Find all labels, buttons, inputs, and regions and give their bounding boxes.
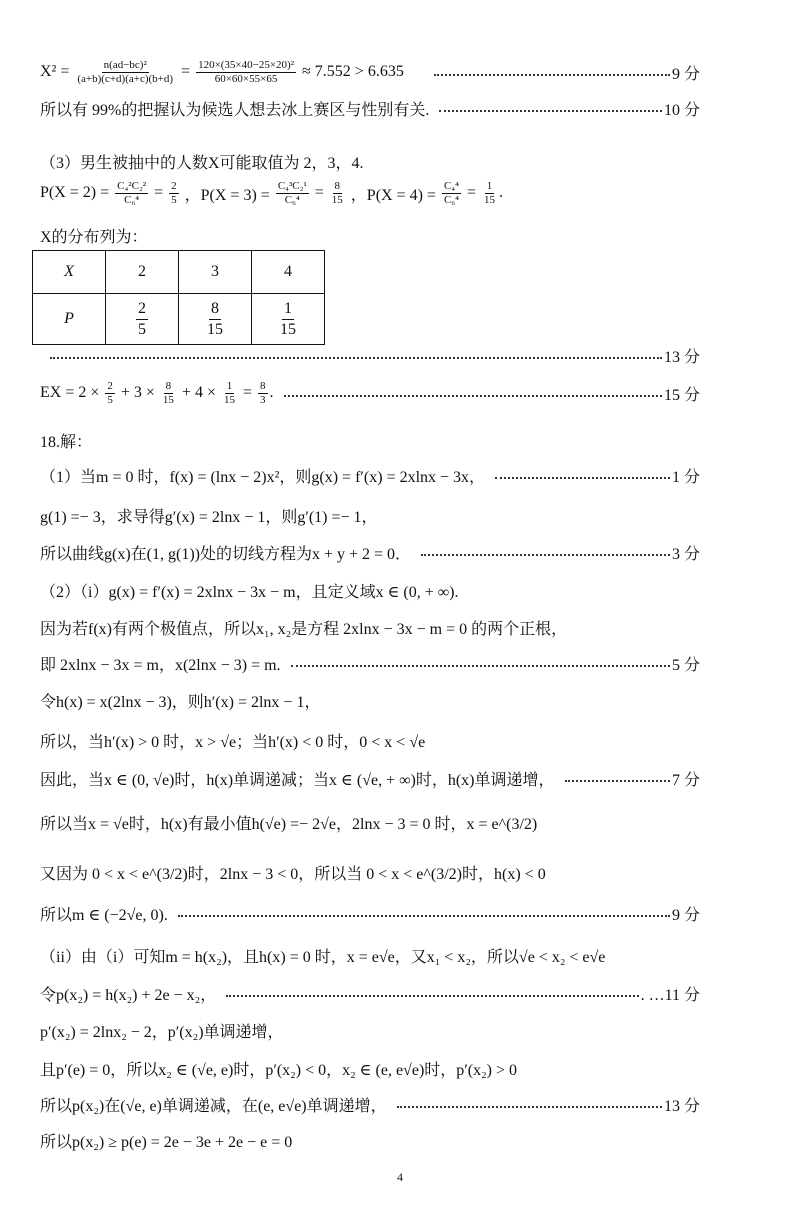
text-line bbox=[40, 857, 700, 887]
text-line bbox=[40, 685, 700, 715]
score-label: 15 分 bbox=[663, 386, 700, 404]
text-line bbox=[40, 1089, 700, 1119]
text-segment: 因为若f(x)有两个极值点，所以x₁, x₂是方程 2xlnx − 3x − m = 0 的两个正根， bbox=[40, 620, 568, 638]
fraction bbox=[115, 180, 148, 207]
numerator: C₄³C₂¹ bbox=[277, 179, 307, 192]
text-segment: . bbox=[269, 384, 274, 401]
text-line bbox=[40, 575, 700, 605]
text-segment: ，P(X = 4) = bbox=[346, 186, 440, 204]
numerator: 120×(35×40−25×20)² bbox=[198, 58, 295, 71]
text-segment: 18.解： bbox=[40, 433, 93, 451]
text-segment: EX = 2 × bbox=[40, 384, 104, 401]
denominator: 15 bbox=[484, 193, 496, 206]
text-line bbox=[40, 220, 700, 250]
denominator: 15 bbox=[223, 393, 235, 406]
text-segment: 所以p(x₂) ≥ p(e) = 2e − 3e + 2e − e = 0 bbox=[40, 1133, 293, 1151]
text-line bbox=[40, 178, 700, 208]
text-segment: X² = bbox=[40, 63, 74, 80]
text-segment: （2）（i）g(x) = f′(x) = 2xlnx − 3x − m，且定义域x ∈ (0, + ∞). bbox=[40, 583, 459, 601]
fraction bbox=[330, 180, 345, 207]
text-segment: 所以m ∈ (−2√e, 0). bbox=[40, 906, 168, 924]
score-label: 10 分 bbox=[663, 101, 700, 119]
text-line bbox=[40, 378, 700, 408]
text-line bbox=[40, 940, 700, 970]
text-line bbox=[40, 146, 700, 176]
text-segment: 令h(x) = x(2lnx − 3)，则h′(x) = 2lnx − 1， bbox=[40, 693, 321, 711]
score-label: 13 分 bbox=[663, 1097, 700, 1115]
dot-leader bbox=[178, 915, 670, 917]
text-line bbox=[40, 1053, 700, 1083]
text-segment: （ii）由（i）可知m = h(x₂)，且h(x) = 0 时，x = e√e，又x₁ < x₂，所以√e < x₂ < e√e bbox=[40, 948, 606, 966]
denominator: 5 bbox=[171, 193, 177, 206]
text-line bbox=[40, 425, 700, 455]
fraction bbox=[105, 380, 115, 407]
denominator: 15 bbox=[207, 320, 223, 338]
text-segment: 所以有 99%的把握认为候选人想去冰上赛区与性别有关. bbox=[40, 101, 430, 119]
numerator: 2 bbox=[136, 299, 148, 320]
table-cell: 3 bbox=[179, 251, 252, 294]
numerator: 1 bbox=[486, 179, 493, 192]
numerator: 8 bbox=[209, 299, 221, 320]
denominator: 15 bbox=[280, 320, 296, 338]
fraction bbox=[258, 380, 268, 407]
numerator: 1 bbox=[282, 299, 294, 320]
numerator: C₄⁴ bbox=[443, 179, 459, 192]
numerator: 8 bbox=[260, 379, 266, 392]
dot-leader bbox=[50, 357, 662, 359]
text-line bbox=[40, 612, 700, 642]
denominator: 5 bbox=[107, 393, 113, 406]
denominator: 15 bbox=[331, 193, 343, 206]
text-segment: = bbox=[462, 184, 481, 201]
denominator: 15 bbox=[162, 393, 174, 406]
text-line bbox=[40, 807, 700, 837]
fraction bbox=[222, 380, 237, 407]
text-line bbox=[40, 537, 700, 567]
dot-leader bbox=[495, 477, 670, 479]
text-line bbox=[40, 648, 700, 678]
text-line bbox=[40, 460, 700, 490]
dot-leader bbox=[226, 995, 638, 997]
text-line bbox=[40, 93, 700, 123]
score-label: 9 分 bbox=[671, 65, 700, 83]
score-label: . …11 分 bbox=[640, 986, 700, 1004]
fraction bbox=[442, 180, 461, 207]
table-cell bbox=[179, 294, 252, 345]
text-segment: ，P(X = 3) = bbox=[180, 186, 274, 204]
text-segment: 所以曲线g(x)在(1, g(1))处的切线方程为x + y + 2 = 0． bbox=[40, 545, 412, 563]
fraction bbox=[75, 59, 175, 86]
numerator: 2 bbox=[171, 179, 177, 192]
score-label: 5 分 bbox=[671, 656, 700, 674]
score-label: 3 分 bbox=[671, 545, 700, 563]
text-segment: = bbox=[177, 63, 195, 80]
text-line bbox=[40, 978, 700, 1008]
numerator: C₄²C₂² bbox=[117, 179, 147, 192]
text-line bbox=[40, 725, 700, 755]
text-segment: 令p(x₂) = h(x₂) + 2e − x₂， bbox=[40, 986, 217, 1004]
score-label: 1 分 bbox=[671, 468, 700, 486]
denominator: C₆⁴ bbox=[443, 193, 459, 206]
table-cell: X bbox=[33, 251, 106, 294]
text-segment: 所以，当h′(x) > 0 时，x > √e；当h′(x) < 0 时，0 < x < √e bbox=[40, 733, 426, 751]
text-line bbox=[40, 57, 700, 87]
text-segment: 又因为 0 < x < e^(3/2)时，2lnx − 3 < 0，所以当 0 < x < e^(3/2)时，h(x) < 0 bbox=[40, 865, 546, 883]
fraction bbox=[482, 180, 497, 207]
dot-leader bbox=[421, 554, 670, 556]
table-row bbox=[33, 294, 325, 345]
fraction bbox=[136, 299, 148, 340]
text-line bbox=[40, 763, 700, 793]
page-number: 4 bbox=[397, 1170, 403, 1184]
fraction bbox=[276, 180, 309, 207]
denominator: C₆⁴ bbox=[284, 193, 300, 206]
dot-leader bbox=[439, 110, 662, 112]
text-segment: X的分布列为： bbox=[40, 228, 148, 246]
denominator: 3 bbox=[260, 393, 266, 406]
text-segment: + 3 × bbox=[116, 384, 159, 401]
score-label: 9 分 bbox=[671, 906, 700, 924]
text-segment: （3）男生被抽中的人数X可能取值为 2，3，4. bbox=[40, 154, 364, 172]
text-segment: 因此，当x ∈ (0, √e)时，h(x)单调递减；当x ∈ (√e, + ∞)时，h(x)单调递增， bbox=[40, 771, 555, 789]
text-line bbox=[40, 500, 700, 530]
numerator: n(ad−bc)² bbox=[103, 58, 147, 71]
text-segment: （1）当m = 0 时，f(x) = (lnx − 2)x²，则g(x) = f′(x) = 2xlnx − 3x， bbox=[40, 468, 486, 486]
text-segment: = bbox=[150, 184, 168, 201]
dot-leader bbox=[397, 1106, 662, 1108]
fraction bbox=[169, 180, 179, 207]
text-line bbox=[40, 898, 700, 928]
table-cell bbox=[106, 294, 179, 345]
fraction bbox=[278, 299, 298, 340]
score-label: 7 分 bbox=[671, 771, 700, 789]
dot-leader bbox=[434, 74, 670, 76]
table-cell: 4 bbox=[252, 251, 325, 294]
text-segment: = bbox=[238, 384, 256, 401]
distribution-table bbox=[32, 250, 325, 345]
fraction bbox=[196, 59, 296, 86]
text-segment: P(X = 2) = bbox=[40, 184, 114, 201]
denominator: (a+b)(c+d)(a+c)(b+d) bbox=[77, 72, 174, 85]
text-segment: . bbox=[499, 184, 504, 201]
dot-leader bbox=[565, 780, 670, 782]
numerator: 1 bbox=[226, 379, 233, 392]
text-segment: 即 2xlnx − 3x = m，x(2lnx − 3) = m. bbox=[40, 656, 281, 674]
dot-leader bbox=[291, 665, 670, 667]
numerator: 8 bbox=[334, 179, 341, 192]
denominator: C₆⁴ bbox=[124, 193, 140, 206]
fraction bbox=[205, 299, 225, 340]
dot-leader bbox=[284, 395, 662, 397]
text-segment: + 4 × bbox=[177, 384, 220, 401]
score-label: 13 分 bbox=[663, 348, 700, 366]
denominator: 5 bbox=[138, 320, 146, 338]
denominator: 60×60×55×65 bbox=[214, 72, 278, 85]
table-row bbox=[33, 251, 325, 294]
text-segment: = bbox=[310, 184, 328, 201]
text-line bbox=[40, 1015, 700, 1045]
text-segment: g(1) =− 3，求导得g′(x) = 2lnx − 1，则g′(1) =− 1， bbox=[40, 508, 378, 526]
text-segment: ≈ 7.552 > 6.635 bbox=[298, 63, 424, 80]
text-line bbox=[40, 1125, 700, 1155]
text-segment: 且p′(e) = 0，所以x₂ ∈ (√e, e)时，p′(x₂) < 0，x₂ ∈ (e, e√e)时，p′(x₂) > 0 bbox=[40, 1061, 518, 1079]
text-segment: 所以p(x₂)在(√e, e)单调递减，在(e, e√e)单调递增， bbox=[40, 1097, 387, 1115]
table-cell: 2 bbox=[106, 251, 179, 294]
text-segment: 所以当x = √e时，h(x)有最小值h(√e) =− 2√e，2lnx − 3 = 0 时，x = e^(3/2) bbox=[40, 815, 538, 833]
table-cell: P bbox=[33, 294, 106, 345]
fraction bbox=[161, 380, 176, 407]
text-segment: p′(x₂) = 2lnx₂ − 2，p′(x₂)单调递增， bbox=[40, 1023, 284, 1041]
numerator: 8 bbox=[165, 379, 172, 392]
table-cell bbox=[252, 294, 325, 345]
numerator: 2 bbox=[107, 379, 113, 392]
